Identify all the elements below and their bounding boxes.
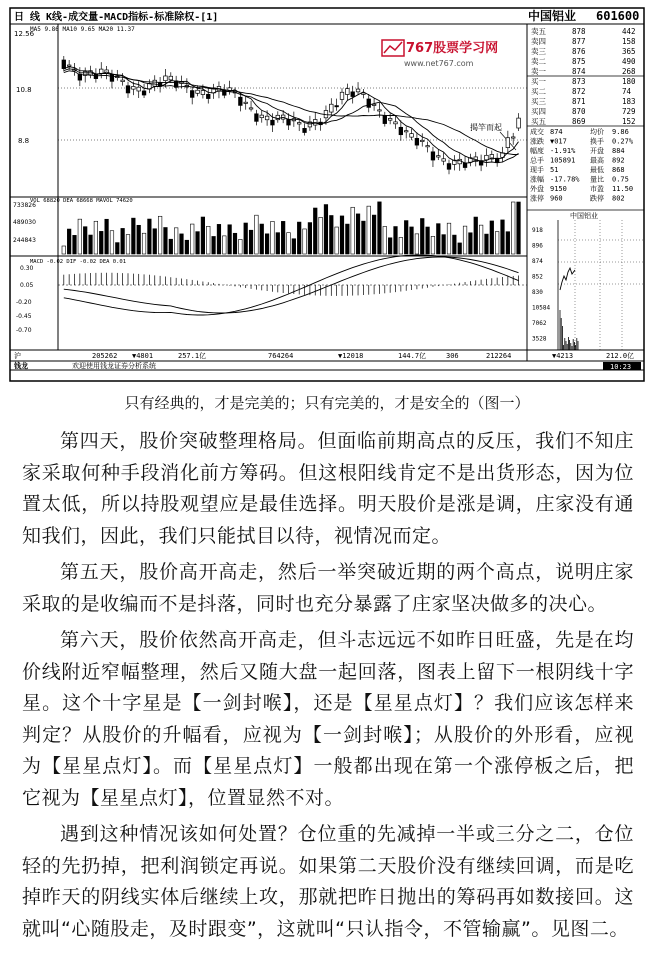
stat-label: 幅度 xyxy=(530,147,544,155)
volume-bar xyxy=(324,205,328,254)
volume-bar xyxy=(260,224,264,254)
candle-body xyxy=(399,127,403,134)
volume-bar xyxy=(394,227,398,254)
volume-bar xyxy=(431,236,435,254)
volume-bar xyxy=(404,221,408,254)
volume-bar xyxy=(426,227,430,254)
candle-body xyxy=(367,99,371,107)
volume-bar xyxy=(297,222,301,254)
price-tick: 10.8 xyxy=(16,86,32,94)
figure-caption: 只有经典的，才是完美的；只有完美的，才是安全的（图一） xyxy=(124,394,530,412)
volume-bar xyxy=(89,235,93,254)
volume-bar xyxy=(137,225,141,254)
sell-price: 874 xyxy=(572,67,586,76)
candle-body xyxy=(303,128,307,132)
status-time: 10:23 xyxy=(610,363,632,371)
volume-bar xyxy=(201,217,205,254)
mini-tick: 3528 xyxy=(532,335,547,343)
article-body xyxy=(22,426,634,950)
stock-chart-figure xyxy=(0,0,654,384)
candle-body xyxy=(394,122,398,124)
stat-label: 现手 xyxy=(530,166,544,174)
volume-bar xyxy=(479,225,483,254)
volume-bar xyxy=(458,243,462,254)
candle-body xyxy=(255,114,259,122)
status-message: 欢迎使用钱龙证券分析系统 xyxy=(72,362,156,370)
volume-bar xyxy=(255,215,259,254)
bottom-stat: 212.0亿 xyxy=(606,352,635,360)
stat-value: 802 xyxy=(612,194,625,203)
candle-body xyxy=(383,116,387,124)
volume-bar xyxy=(174,228,178,254)
candle-body xyxy=(99,69,103,73)
sell-volume: 268 xyxy=(622,67,636,76)
volume-bar xyxy=(158,216,162,254)
volume-bar xyxy=(105,219,109,254)
mini-tick: 830 xyxy=(532,289,543,296)
volume-bar xyxy=(292,239,296,254)
candle-body xyxy=(164,76,168,81)
buy-price: 870 xyxy=(572,107,586,116)
buy-label: 买三 xyxy=(531,97,546,106)
candle-body xyxy=(260,115,264,118)
volume-bar xyxy=(196,232,200,254)
sell-label: 卖五 xyxy=(531,27,546,36)
stat-label: 换手 xyxy=(590,137,604,146)
mini-tick: 874 xyxy=(532,258,543,265)
stat-value: 868 xyxy=(612,166,625,174)
stat-label: 市盈 xyxy=(590,185,604,193)
candle-body xyxy=(137,87,141,91)
stat-value: 105891 xyxy=(550,156,576,165)
candle-body xyxy=(126,86,130,93)
candle-body xyxy=(431,152,435,160)
volume-bar xyxy=(313,208,317,254)
candle-body xyxy=(517,118,521,128)
buy-volume: 183 xyxy=(622,97,636,106)
mini-tick: 896 xyxy=(532,242,543,250)
volume-bar xyxy=(388,238,392,254)
stat-label: 最低 xyxy=(590,166,604,174)
stat-label: 量比 xyxy=(590,175,604,184)
volume-tick: 489030 xyxy=(13,219,36,226)
candle-body xyxy=(206,94,210,98)
candle-body xyxy=(62,60,66,69)
macd-tick: 0.30 xyxy=(20,265,34,272)
volume-bar xyxy=(506,232,510,254)
stat-value: 960 xyxy=(550,194,563,203)
candle-body xyxy=(356,89,360,92)
sell-label: 卖三 xyxy=(531,47,546,56)
chart-annotation: 揭竿而起 xyxy=(470,123,502,132)
candle-body xyxy=(287,119,291,125)
volume-bar xyxy=(121,228,125,254)
candle-body xyxy=(388,118,392,120)
stock-name: 中国铝业 xyxy=(528,9,577,23)
paragraph: 第五天，股价高开高走，然后一举突破近期的两个高点，说明庄家采取的是收编而不是抖落，同时也充分暴露了庄家坚决做多的决心。 xyxy=(22,561,634,615)
volume-bar xyxy=(223,236,227,254)
candle-body xyxy=(142,91,146,95)
buy-label: 买一 xyxy=(531,77,546,86)
volume-bar xyxy=(319,217,323,254)
volume-bar xyxy=(190,224,194,254)
mini-tick: 7062 xyxy=(532,320,547,327)
volume-bar xyxy=(83,227,87,254)
stat-label: 成交 xyxy=(530,128,544,136)
buy-label: 买四 xyxy=(531,107,546,116)
volume-bar xyxy=(287,233,291,254)
macd-readout: MACD -0.02 DIF -0.02 DEA 0.01 xyxy=(30,259,127,265)
candle-body xyxy=(265,116,269,120)
volume-bar xyxy=(362,221,366,254)
volume-bar xyxy=(126,235,130,254)
candle-body xyxy=(362,93,366,94)
volume-bar xyxy=(437,224,441,254)
volume-bar xyxy=(212,236,216,254)
volume-bar xyxy=(469,233,473,254)
mini-tick: 10584 xyxy=(532,304,551,312)
volume-bar xyxy=(485,234,489,254)
volume-bar xyxy=(169,239,173,254)
volume-bar xyxy=(249,230,253,254)
watermark-url: www.net767.com xyxy=(404,59,474,68)
stat-value: ▼017 xyxy=(550,137,567,146)
volume-bar xyxy=(233,233,237,254)
candle-body xyxy=(404,131,408,132)
volume-bar xyxy=(303,229,307,254)
stat-value: -1.91% xyxy=(550,147,576,155)
bottom-stat: 306 xyxy=(446,352,459,360)
candle-body xyxy=(201,91,205,95)
mini-tick: 918 xyxy=(532,227,543,234)
bottom-stat: ▼4801 xyxy=(132,352,154,360)
stat-label: 最高 xyxy=(590,156,604,165)
candle-body xyxy=(410,134,414,137)
stat-value: 874 xyxy=(550,128,563,136)
paragraph: 遇到这种情况该如何处置？仓位重的先减掉一半或三分之二，仓位轻的先扔掉，把利润锁定再说。如果第二天股价没有继续回调，而是吃掉昨天的阴线实体后继续上攻，那就把昨日抛出的筹码再如数接回。这就叫“心随股走，及时跟变”，这就叫“只认指令，不管输赢”。见图二。 xyxy=(22,823,634,940)
market-label: 沪 xyxy=(14,352,21,360)
volume-bar xyxy=(308,223,312,254)
volume-bar xyxy=(244,223,248,254)
stat-value: 0.27% xyxy=(612,137,634,146)
volume-bar xyxy=(442,235,446,254)
volume-tick: 733826 xyxy=(13,202,36,209)
candle-body xyxy=(340,92,344,99)
candle-body xyxy=(94,74,98,78)
sell-volume: 158 xyxy=(622,37,636,46)
volume-bar xyxy=(185,240,189,254)
bottom-stat: ▼4213 xyxy=(552,352,574,360)
stat-value: -17.78% xyxy=(550,175,580,184)
sell-price: 875 xyxy=(572,57,586,66)
mini-chart-title: 中国铝业 xyxy=(570,212,598,220)
candle-body xyxy=(169,76,173,80)
volume-bar xyxy=(453,235,457,254)
volume-bar xyxy=(511,202,515,254)
volume-bar xyxy=(415,234,419,254)
volume-bar xyxy=(99,231,103,254)
volume-bar xyxy=(501,220,505,254)
paragraph: 第四天，股价突破整理格局。但面临前期高点的反压，我们不知庄家采取何种手段消化前方筹码。但这根阳线肯定不是出货形态，因为位置太低，所以持股观望应是最佳选择。明天股价是涨是调，庄家没有通知我们，因此，我们只能拭目以待，视情况而定。 xyxy=(22,430,634,547)
volume-bar xyxy=(67,229,71,254)
candle-body xyxy=(415,138,419,145)
volume-bar xyxy=(399,237,403,254)
candle-body xyxy=(447,164,451,170)
stat-value: 0.75 xyxy=(612,175,629,184)
paragraph: 第六天，股价依然高开高走，但斗志远远不如昨日旺盛，先是在均价线附近窄幅整理，然后又随大盘一起回落，图表上留下一根阴线十字星。这个十字星是【一剑封喉】，还是【星星点灯】？我们应该怎样来判定？从股价的升幅看，应视为【一剑封喉】；从股价的外形看，应视为【星星点灯】。而【星星点灯】一般都出现在第一个涨停板之后，把它视为【星星点灯】，位置显然不对。 xyxy=(22,629,634,809)
sell-label: 卖一 xyxy=(531,67,546,76)
volume-bar xyxy=(94,221,98,254)
candle-body xyxy=(372,104,376,105)
candle-body xyxy=(426,146,430,147)
buy-price: 872 xyxy=(572,87,586,96)
candle-body xyxy=(249,108,253,109)
stat-label: 开盘 xyxy=(590,147,604,155)
macd-tick: -0.20 xyxy=(16,299,32,306)
volume-bar xyxy=(474,217,478,254)
buy-volume: 152 xyxy=(622,117,636,126)
volume-bar xyxy=(153,229,157,254)
volume-bar xyxy=(335,227,339,254)
volume-bar xyxy=(447,223,451,254)
bottom-stat: 257.1亿 xyxy=(178,352,207,360)
candle-body xyxy=(378,110,382,111)
volume-bar xyxy=(346,224,350,254)
candle-body xyxy=(420,140,424,141)
stat-label: 跌停 xyxy=(590,194,604,203)
candle-body xyxy=(346,89,350,95)
volume-bar xyxy=(78,219,82,254)
candle-body xyxy=(506,138,510,148)
candle-body xyxy=(271,120,275,125)
stock-code: 601600 xyxy=(596,9,640,23)
bottom-stat: ▼12018 xyxy=(338,352,364,360)
candle-body xyxy=(351,92,355,97)
macd-tick: 0.05 xyxy=(20,282,34,289)
sell-volume: 365 xyxy=(622,47,636,56)
candle-body xyxy=(485,155,489,159)
volume-bar xyxy=(517,202,521,254)
volume-bar xyxy=(164,227,168,254)
volume-bar xyxy=(367,206,371,254)
volume-bar xyxy=(271,221,275,254)
volume-bar xyxy=(116,243,120,254)
volume-bar xyxy=(410,227,414,254)
candle-body xyxy=(297,123,301,124)
volume-bar xyxy=(132,218,136,254)
volume-bar xyxy=(356,214,360,254)
volume-readout: VOL 68820 DEA 68668 MAVOL 74620 xyxy=(30,198,133,204)
stat-label: 外盘 xyxy=(530,185,544,193)
candle-body xyxy=(442,159,446,161)
sell-price: 876 xyxy=(572,47,586,56)
price-tick: 12.56 xyxy=(14,30,35,38)
volume-bar xyxy=(142,233,146,254)
bottom-stat: 212264 xyxy=(486,352,512,360)
stat-value: 9150 xyxy=(550,185,567,193)
volume-bar xyxy=(420,219,424,254)
buy-price: 871 xyxy=(572,97,586,106)
volume-bar xyxy=(276,233,280,254)
volume-bar xyxy=(73,235,77,254)
volume-bar xyxy=(340,216,344,254)
candle-body xyxy=(190,91,194,98)
volume-bar xyxy=(148,219,152,254)
candle-body xyxy=(121,80,125,81)
buy-volume: 729 xyxy=(622,107,636,116)
sell-label: 卖四 xyxy=(531,37,546,46)
candle-body xyxy=(244,102,248,103)
stat-value: 884 xyxy=(612,147,625,155)
volume-bar xyxy=(110,231,114,254)
volume-bar xyxy=(265,234,269,254)
stat-label: 涨停 xyxy=(530,194,544,203)
bottom-stat: 205262 xyxy=(92,352,118,360)
bottom-stat: 764264 xyxy=(268,352,294,360)
candle-body xyxy=(511,137,515,138)
buy-price: 873 xyxy=(572,77,586,86)
volume-tick: 244843 xyxy=(13,237,36,244)
chart-frame xyxy=(10,8,644,381)
volume-bar xyxy=(62,246,66,254)
bottom-stat: 144.7亿 xyxy=(398,352,427,360)
stat-label: 涨幅 xyxy=(530,175,544,184)
volume-bar xyxy=(378,202,382,254)
macd-tick: -0.45 xyxy=(16,313,32,320)
volume-bar xyxy=(495,232,499,254)
volume-bar xyxy=(383,226,387,254)
watermark-title: 767股票学习网 xyxy=(406,41,499,56)
stat-value: 892 xyxy=(612,156,625,165)
chart-header-title: 日 线 K线-成交量-MACD指标-标准除权-[1] xyxy=(14,12,219,23)
sell-volume: 442 xyxy=(622,27,636,36)
stat-value: 9.86 xyxy=(612,128,629,136)
candle-body xyxy=(239,97,243,105)
candle-body xyxy=(196,90,200,93)
sell-price: 878 xyxy=(572,27,586,36)
volume-bar xyxy=(372,215,376,254)
candle-body xyxy=(330,104,334,112)
buy-label: 买五 xyxy=(531,117,546,126)
buy-volume: 180 xyxy=(622,77,636,86)
volume-bar xyxy=(239,239,243,254)
candle-body xyxy=(335,106,339,107)
stat-label: 涨跌 xyxy=(530,137,544,146)
buy-price: 869 xyxy=(572,117,586,126)
volume-bar xyxy=(217,224,221,254)
sell-price: 877 xyxy=(572,37,586,46)
candle-body xyxy=(67,65,71,66)
volume-bar xyxy=(351,207,355,254)
volume-bar xyxy=(228,225,232,254)
sell-label: 卖二 xyxy=(531,57,546,66)
candle-body xyxy=(463,163,467,168)
candle-body xyxy=(437,156,441,157)
candle-body xyxy=(132,86,136,89)
buy-volume: 74 xyxy=(622,87,632,96)
volume-bar xyxy=(490,221,494,254)
buy-label: 买二 xyxy=(531,87,546,96)
volume-bar xyxy=(330,215,334,254)
stat-label: 均价 xyxy=(590,128,604,136)
volume-bar xyxy=(463,226,467,254)
stat-value: 11.50 xyxy=(612,185,634,193)
stat-label: 总手 xyxy=(530,156,544,165)
macd-tick: -0.70 xyxy=(16,327,32,334)
ma-readout: MA5 9.86 MA10 9.65 MA20 11.37 xyxy=(30,26,135,33)
price-tick: 8.8 xyxy=(18,137,30,145)
sell-volume: 490 xyxy=(622,57,636,66)
mini-tick: 852 xyxy=(532,273,543,281)
candle-body xyxy=(153,80,157,86)
stat-value: 51 xyxy=(550,166,559,174)
volume-bar xyxy=(281,221,285,254)
volume-bar xyxy=(206,226,210,254)
volume-bar xyxy=(180,234,184,254)
status-label: 钱龙 xyxy=(14,362,28,370)
